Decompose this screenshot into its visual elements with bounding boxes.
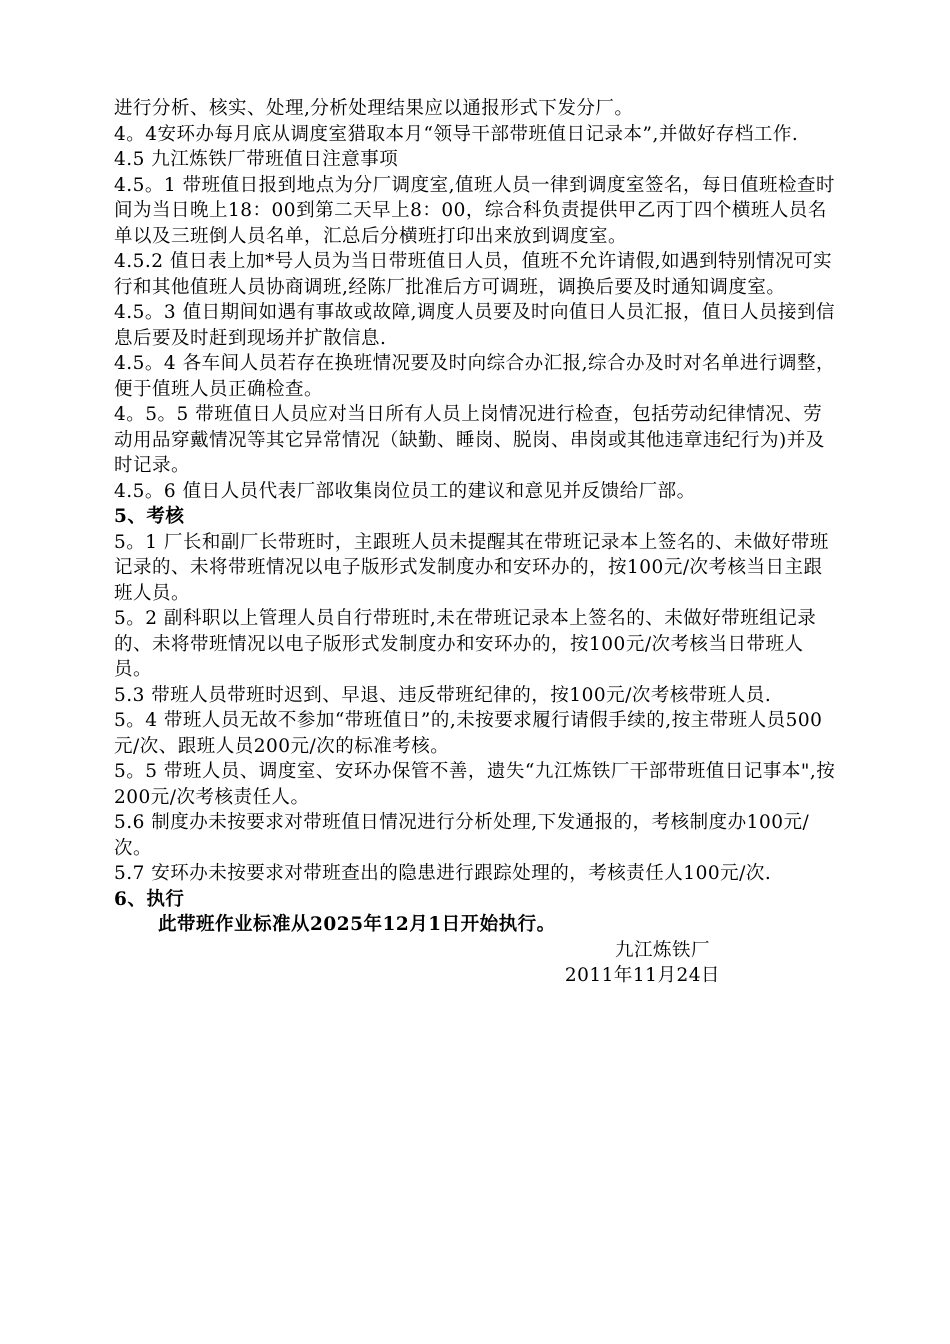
paragraph-5-1: 5。1 厂长和副厂长带班时，主跟班人员未提醒其在带班记录本上签名的、未做好带班记录的、未将带班情况以电子版形式发制度办和安环办的，按100元/次考核当日主跟班人员。	[114, 531, 829, 604]
section-heading-assessment: 5、考核	[114, 506, 185, 527]
paragraph-4-5-2: 4.5.2 值日表上加*号人员为当日带班值日人员，值班不允许请假,如遇到特别情况可实行和其他值班人员协商调班,经陈厂批准后方可调班，调换后要及时通知调度室。	[114, 251, 833, 298]
paragraph-4-5-1: 4.5。1 带班值日报到地点为分厂调度室,值班人员一律到调度室签名，每日值班检查时间为当日晚上18：00到第二天早上8：00，综合科负责提供甲乙丙丁四个横班人员名单以及三班倒人员名单，汇总后分横班打印出来放到调度室。	[114, 174, 835, 247]
paragraph-effective-date: 此带班作业标准从2025年12月1日开始执行。	[158, 914, 556, 935]
paragraph-analysis-tail: 进行分析、核实、处理,分析处理结果应以通报形式下发分厂。	[114, 98, 634, 119]
paragraph-5-6: 5.6 制度办未按要求对带班值日情况进行分析处理,下发通报的，考核制度办100元/次。	[114, 812, 810, 859]
section-heading-execution: 6、执行	[114, 888, 185, 910]
paragraph-4-5-4: 4.5。4 各车间人员若存在换班情况要及时向综合办汇报,综合办及时对名单进行调整，便于值班人员正确检查。	[114, 353, 835, 400]
paragraph-5-2: 5。2 副科职以上管理人员自行带班时,未在带班记录本上签名的、未做好带班组记录的、未将带班情况以电子版形式发制度办和安环办的，按100元/次考核当日带班人员。	[114, 608, 817, 680]
paragraph-4-5-title: 4.5 九江炼铁厂带班值日注意事项	[114, 149, 399, 170]
paragraph-5-5: 5。5 带班人员、调度室、安环办保管不善，遗失“九江炼铁厂干部带班值日记事本",按200元/次考核责任人。	[114, 761, 836, 808]
signature-organization: 九江炼铁厂	[614, 939, 710, 961]
paragraph-4-4: 4。4安环办每月底从调度室猎取本月“领导干部带班值日记录本”,并做好存档工作.	[114, 123, 799, 145]
paragraph-5-3: 5.3 带班人员带班时迟到、早退、违反带班纪律的，按100元/次考核带班人员.	[114, 684, 772, 706]
paragraph-4-5-6: 4.5。6 值日人员代表厂部收集岗位员工的建议和意见并反馈给厂部。	[114, 480, 696, 502]
document-page	[114, 96, 840, 989]
paragraph-5-4: 5。4 带班人员无故不参加“带班值日”的,未按要求履行请假手续的,按主带班人员500元/次、跟班人员200元/次的标准考核。	[114, 710, 823, 757]
signature-date: 2011年11月24日	[564, 965, 720, 986]
paragraph-4-5-3: 4.5。3 值日期间如遇有事故或故障,调度人员要及时向值日人员汇报，值日人员接到信息后要及时赶到现场并扩散信息.	[114, 302, 835, 349]
paragraph-5-7: 5.7 安环办未按要求对带班查出的隐患进行跟踪处理的，考核责任人100元/次.	[114, 863, 772, 884]
paragraph-4-5-5: 4。5。5 带班值日人员应对当日所有人员上岗情况进行检查，包括劳动纪律情况、劳动用品穿戴情况等其它异常情况（缺勤、睡岗、脱岗、串岗或其他违章违纪行为)并及时记录。	[114, 404, 825, 476]
